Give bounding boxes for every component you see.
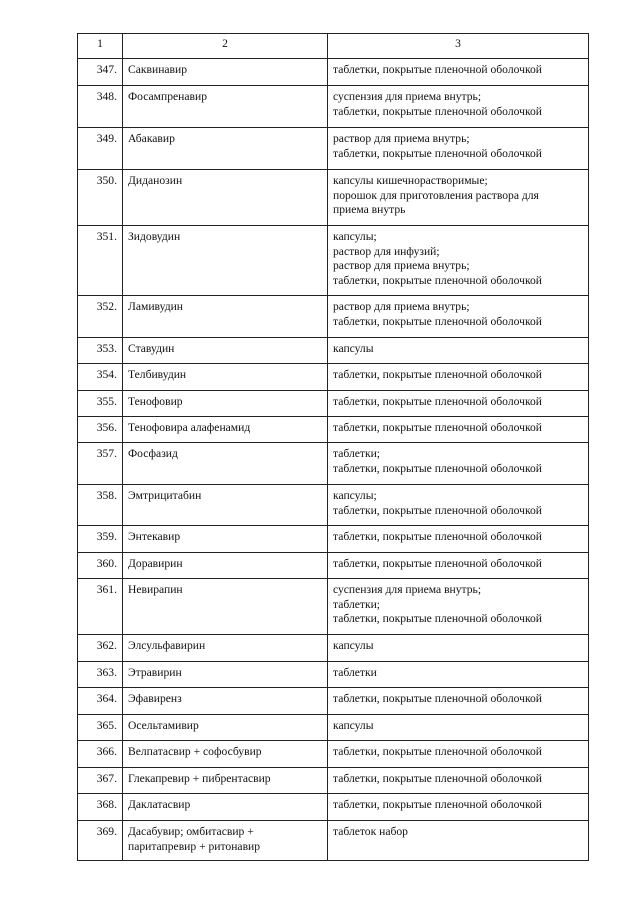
dosage-forms (328, 170, 589, 226)
row-number: 348. (78, 86, 123, 128)
dosage-form-line: раствор для приема внутрь; (333, 300, 470, 313)
row-number: 355. (78, 391, 123, 417)
dosage-form-line: раствор для приема внутрь; (333, 259, 470, 273)
row-number: 351. (78, 226, 123, 296)
dosage-forms (328, 391, 589, 417)
table-row (78, 170, 589, 226)
row-number: 358. (78, 485, 123, 526)
table-row (78, 579, 589, 635)
table-row (78, 128, 589, 170)
drug-name: Зидовудин (123, 226, 328, 296)
dosage-form-line: таблетки (333, 666, 377, 679)
table-row (78, 635, 589, 662)
dosage-form-line: капсулы (333, 342, 374, 355)
table-row (78, 443, 589, 485)
column-header-name: 2 (123, 34, 328, 59)
drug-name: Элсульфавирин (123, 635, 328, 662)
drug-name: Энтекавир (123, 526, 328, 553)
dosage-forms (328, 226, 589, 296)
drug-name: Этравирин (123, 662, 328, 688)
dosage-forms (328, 128, 589, 170)
row-number: 354. (78, 364, 123, 391)
dosage-form-line: раствор для приема внутрь; (333, 132, 470, 145)
dosage-form-line: порошок для приготовления раствора для (333, 188, 539, 202)
dosage-form-line: таблетки, покрытые пленочной оболочкой (333, 461, 542, 475)
table-row (78, 86, 589, 128)
drug-name: Дасабувир; омбитасвир + паритапревир + ритонавир (123, 821, 328, 861)
row-number: 363. (78, 662, 123, 688)
drug-list-table (77, 33, 589, 861)
row-number: 356. (78, 417, 123, 443)
drug-name: Фосфазид (123, 443, 328, 485)
column-header-number: 1 (78, 34, 123, 59)
table-row (78, 688, 589, 715)
dosage-forms (328, 662, 589, 688)
drug-name: Саквинавир (123, 59, 328, 86)
row-number: 360. (78, 553, 123, 579)
table-row (78, 296, 589, 338)
dosage-forms (328, 364, 589, 391)
table-row (78, 553, 589, 579)
dosage-forms (328, 296, 589, 338)
dosage-forms (328, 485, 589, 526)
dosage-forms (328, 688, 589, 715)
drug-name: Невирапин (123, 579, 328, 635)
drug-name: Ставудин (123, 338, 328, 364)
dosage-form-line: таблетки, покрытые пленочной оболочкой (333, 612, 542, 626)
dosage-form-line: таблетки, покрытые пленочной оболочкой (333, 798, 542, 811)
dosage-form-line: таблетки, покрытые пленочной оболочкой (333, 421, 542, 434)
table-row (78, 391, 589, 417)
dosage-forms (328, 821, 589, 861)
dosage-form-line: капсулы; (333, 489, 377, 502)
table-row (78, 715, 589, 741)
dosage-form-line: таблетки, покрытые пленочной оболочкой (333, 273, 542, 287)
row-number: 361. (78, 579, 123, 635)
drug-name: Эмтрицитабин (123, 485, 328, 526)
dosage-forms (328, 768, 589, 794)
row-number: 357. (78, 443, 123, 485)
dosage-form-line: суспензия для приема внутрь; (333, 90, 482, 103)
drug-name: Тенофовир (123, 391, 328, 417)
drug-name: Глекапревир + пибрентасвир (123, 768, 328, 794)
dosage-forms (328, 553, 589, 579)
row-number: 349. (78, 128, 123, 170)
table-row (78, 794, 589, 821)
dosage-forms (328, 794, 589, 821)
dosage-form-line: таблетки, покрытые пленочной оболочкой (333, 557, 542, 570)
row-number: 347. (78, 59, 123, 86)
row-number: 353. (78, 338, 123, 364)
dosage-form-line: таблетки, покрытые пленочной оболочкой (333, 503, 542, 517)
row-number: 369. (78, 821, 123, 861)
table-row (78, 821, 589, 861)
table-row (78, 768, 589, 794)
drug-name: Доравирин (123, 553, 328, 579)
dosage-forms (328, 579, 589, 635)
table-row (78, 338, 589, 364)
dosage-form-line: таблетки, покрытые пленочной оболочкой (333, 146, 542, 160)
dosage-form-line: таблетки, покрытые пленочной оболочкой (333, 692, 542, 705)
dosage-form-line: таблетки; (333, 447, 381, 460)
row-number: 362. (78, 635, 123, 662)
row-number: 365. (78, 715, 123, 741)
dosage-forms (328, 59, 589, 86)
dosage-forms (328, 443, 589, 485)
dosage-form-line: таблетки, покрытые пленочной оболочкой (333, 395, 542, 408)
dosage-form-line: капсулы (333, 719, 374, 732)
dosage-forms (328, 526, 589, 553)
row-number: 368. (78, 794, 123, 821)
table-body (78, 59, 589, 861)
row-number: 350. (78, 170, 123, 226)
table-row (78, 485, 589, 526)
table-row (78, 417, 589, 443)
dosage-form-line: таблетки, покрытые пленочной оболочкой (333, 530, 542, 543)
drug-name: Осельтамивир (123, 715, 328, 741)
dosage-form-line: таблетки, покрытые пленочной оболочкой (333, 772, 542, 785)
dosage-form-line: приема внутрь (333, 203, 406, 217)
dosage-forms (328, 86, 589, 128)
dosage-form-line: капсулы (333, 639, 374, 652)
table-row (78, 741, 589, 768)
drug-name: Тенофовира алафенамид (123, 417, 328, 443)
table-row (78, 526, 589, 553)
row-number: 364. (78, 688, 123, 715)
table-header-row (78, 34, 589, 59)
table-row (78, 364, 589, 391)
dosage-form-line: таблетки, покрытые пленочной оболочкой (333, 368, 542, 381)
dosage-form-line: капсулы кишечнорастворимые; (333, 174, 488, 187)
drug-name: Абакавир (123, 128, 328, 170)
dosage-form-line: суспензия для приема внутрь; (333, 583, 482, 596)
dosage-form-line: таблетки, покрытые пленочной оболочкой (333, 63, 542, 76)
drug-name: Ламивудин (123, 296, 328, 338)
drug-name: Велпатасвир + софосбувир (123, 741, 328, 768)
drug-name: Эфавиренз (123, 688, 328, 715)
column-header-dosage-form: 3 (328, 34, 589, 59)
dosage-forms (328, 338, 589, 364)
dosage-form-line: таблетки, покрытые пленочной оболочкой (333, 745, 542, 758)
dosage-form-line: таблетки; (333, 597, 381, 611)
row-number: 367. (78, 768, 123, 794)
table-row (78, 226, 589, 296)
drug-name: Фосампренавир (123, 86, 328, 128)
drug-name: Телбивудин (123, 364, 328, 391)
dosage-forms (328, 417, 589, 443)
dosage-forms (328, 635, 589, 662)
dosage-form-line: таблеток набор (333, 825, 408, 838)
dosage-form-line: раствор для инфузий; (333, 244, 440, 258)
drug-name: Даклатасвир (123, 794, 328, 821)
row-number: 352. (78, 296, 123, 338)
dosage-form-line: таблетки, покрытые пленочной оболочкой (333, 314, 542, 328)
table-row (78, 662, 589, 688)
dosage-forms (328, 741, 589, 768)
row-number: 366. (78, 741, 123, 768)
table-row (78, 59, 589, 86)
drug-name: Диданозин (123, 170, 328, 226)
dosage-forms (328, 715, 589, 741)
dosage-form-line: таблетки, покрытые пленочной оболочкой (333, 104, 542, 118)
row-number: 359. (78, 526, 123, 553)
dosage-form-line: капсулы; (333, 230, 377, 243)
